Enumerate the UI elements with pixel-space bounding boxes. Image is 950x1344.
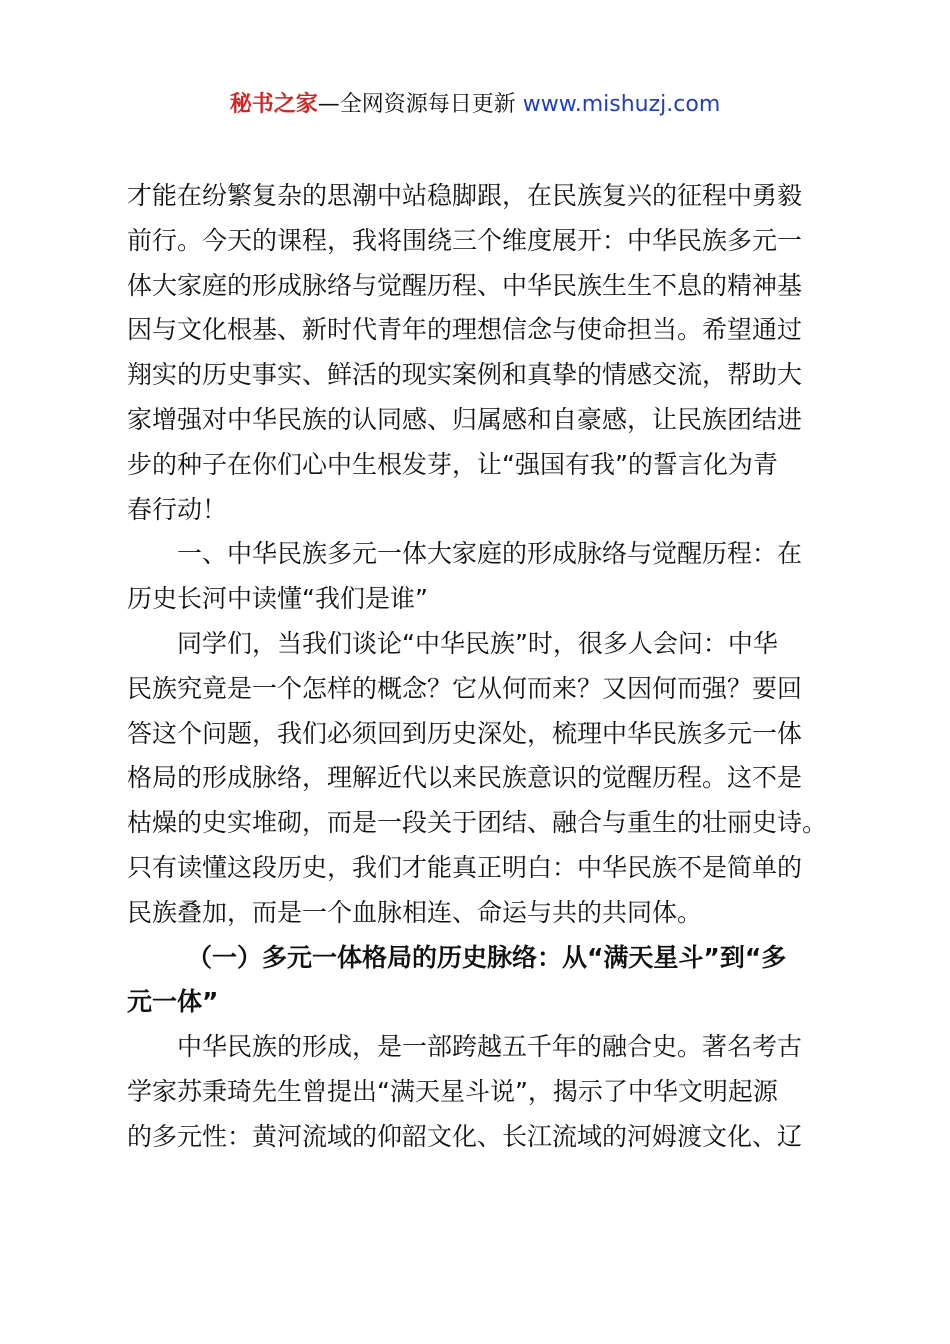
section-heading-line: 一、中华民族多元一体大家庭的形成脉络与觉醒历程：在 bbox=[177, 539, 803, 569]
subsection-heading-line: （一）多元一体格局的历史脉络：从“满天星斗”到“多 bbox=[187, 942, 787, 972]
text-line: 才能在纷繁复杂的思潮中站稳脚跟，在民族复兴的征程中勇毅 bbox=[127, 181, 803, 210]
text-line: 家增强对中华民族的认同感、归属感和自豪感，让民族团结进 bbox=[127, 404, 803, 434]
text-line: 翔实的历史事实、鲜活的现实案例和真挚的情感交流，帮助大 bbox=[127, 360, 803, 390]
text-line: 体大家庭的形成脉络与觉醒历程、中华民族生生不息的精神基 bbox=[127, 270, 803, 300]
text-line: 学家苏秉琦先生曾提出“满天星斗说”，揭示了中华文明起源 bbox=[127, 1076, 778, 1106]
text-line: 只有读懂这段历史，我们才能真正明白：中华民族不是简单的 bbox=[127, 852, 803, 882]
text-line: 民族究竟是一个怎样的概念？它从何而来？又因何而强？要回 bbox=[127, 673, 803, 703]
subsection-heading-line: 元一体” bbox=[127, 987, 219, 1017]
section-heading-line: 历史长河中读懂“我们是谁” bbox=[127, 584, 428, 614]
text-line: 前行。今天的课程，我将围绕三个维度展开：中华民族多元一 bbox=[127, 225, 803, 255]
site-url-link[interactable]: www.mishuzj.com bbox=[522, 92, 721, 117]
text-line: 中华民族的形成，是一部跨越五千年的融合史。著名考古 bbox=[177, 1032, 803, 1062]
text-line: 民族叠加，而是一个血脉相连、命运与共的共同体。 bbox=[127, 897, 703, 927]
text-line: 格局的形成脉络，理解近代以来民族意识的觉醒历程。这不是 bbox=[127, 763, 803, 793]
document-body bbox=[127, 174, 835, 1160]
text-line: 因与文化根基、新时代青年的理想信念与使命担当。希望通过 bbox=[127, 315, 803, 345]
site-header bbox=[0, 90, 950, 120]
text-line: 同学们，当我们谈论“中华民族”时，很多人会问：中华 bbox=[177, 628, 778, 658]
text-line: 枯燥的史实堆砌，而是一段关于团结、融合与重生的壮丽史诗。 bbox=[127, 808, 828, 838]
text-line: 的多元性：黄河流域的仰韶文化、长江流域的河姆渡文化、辽 bbox=[127, 1121, 803, 1151]
site-tagline: —全网资源每日更新 bbox=[317, 92, 516, 117]
text-line: 答这个问题，我们必须回到历史深处，梳理中华民族多元一体 bbox=[127, 718, 803, 748]
text-line: 春行动！ bbox=[127, 494, 228, 524]
site-brand: 秘书之家 bbox=[229, 92, 318, 117]
text-line: 步的种子在你们心中生根发芽，让“强国有我”的誓言化为青 bbox=[127, 449, 778, 479]
